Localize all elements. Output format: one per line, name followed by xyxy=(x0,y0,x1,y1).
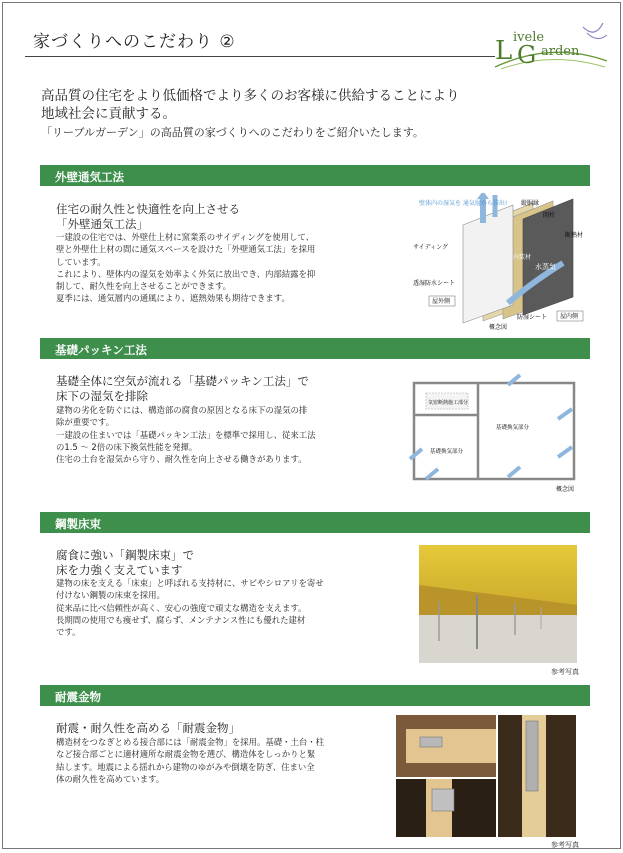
label-siding: サイディング xyxy=(413,244,448,251)
label-stud: 間柱 xyxy=(543,212,556,219)
label-ventilation-2: 基礎換気部分 xyxy=(430,449,464,455)
svg-text:L: L xyxy=(495,36,513,66)
foundation-packing-diagram xyxy=(408,373,588,495)
svg-text:ivele: ivele xyxy=(513,30,545,45)
section-band-label: 外壁通気工法 xyxy=(55,170,124,184)
label-vapor: 水蒸気 xyxy=(535,263,556,271)
diagram-caption: 概念図 xyxy=(556,486,575,493)
label-insulation: 断熱材 xyxy=(565,232,584,239)
section-body: 一建設の住宅では、外壁仕上材に窯業系のサイディングを使用して、 壁と外壁仕上材の間に通気スペースを設けた「外壁通気工法」を採用 しています。 これにより、壁体内の湿気を効率よく外気に放出でき、内部結露を抑 制して、耐久性を向上させることができます。 夏季には、通気層内の通風により、遮熱効果も期待できます。 xyxy=(56,232,316,304)
section-band-label: 耐震金物 xyxy=(55,690,101,704)
intro xyxy=(41,87,601,141)
wall-ventilation-diagram xyxy=(413,193,593,333)
section-band-seismic-hardware xyxy=(40,685,590,706)
title-rule xyxy=(25,56,495,57)
seismic-hardware-photos xyxy=(396,715,576,837)
label-ventilation-1: 基礎換気部分 xyxy=(496,425,530,431)
section-body: 建物の床を支える「床束」と呼ばれる支持材に、サビやシロアリを寄せ 付けない鋼製の床束を採用。 従来品に比べ信頼性が高く、安心の強度で頑丈な構造を支えます。 長期間の使用でも痩せず、腐らず、メンテナンス性にも優れた建材 です。 xyxy=(56,578,324,638)
section-heading: 住宅の耐久性と快適性を向上させる 「外壁通気工法」 xyxy=(56,202,240,231)
intro-line-3: 「リーブルガーデン」の高品質の家づくりへのこだわりをご紹介いたします。 xyxy=(41,126,424,139)
section-heading: 耐震・耐久性を高める「耐震金物」 xyxy=(56,721,240,735)
label-moisture-sheet: 防湿シート xyxy=(517,314,548,321)
label-insulated: 気密断熱施工部分 xyxy=(428,400,469,406)
section-band-foundation-packing xyxy=(40,338,590,359)
label-outside: 屋外側 xyxy=(432,298,451,305)
intro-line-2: 地域社会に貢献する。 xyxy=(41,106,176,122)
logo xyxy=(491,17,609,73)
label-inside: 屋内側 xyxy=(560,313,579,320)
section-band-steel-floor-post xyxy=(40,512,590,533)
diagram-caption: 概念図 xyxy=(489,324,508,331)
section-band-label: 鋼製床束 xyxy=(55,517,101,531)
page-title: 家づくりへのこだわり ② xyxy=(33,32,236,52)
svg-text:arden: arden xyxy=(541,44,580,59)
section-band-wall-ventilation xyxy=(40,165,590,186)
label-furring: 縦胴縁 xyxy=(521,200,540,207)
label-membrane: 透湿防水シート xyxy=(413,280,456,287)
steel-floor-post-photo xyxy=(419,545,577,663)
photo-caption: 参考写真 xyxy=(551,668,579,676)
section-band-label: 基礎パッキン工法 xyxy=(55,343,147,357)
section-body: 構造材をつなぎとめる接合部には「耐震金物」を採用。基礎・土台・柱 など接合部ごとに適材適所な耐震金物を選び、構造体をしっかりと緊 結します。地震による揺れから建物のゆがみや倒壊を防ぎ、住まい全 体の耐久性を高めています。 xyxy=(56,737,324,784)
diagram-note: 壁体内の湿気を 通気層から排出! xyxy=(419,200,508,207)
label-interior: 内装材 xyxy=(513,254,532,261)
section-heading: 腐食に強い「鋼製床束」で 床を力強く支えています xyxy=(56,548,194,577)
page xyxy=(2,2,621,849)
section-heading: 基礎全体に空気が流れる「基礎パッキン工法」で 床下の湿気を排除 xyxy=(56,374,309,403)
svg-text:G: G xyxy=(517,41,537,69)
intro-line-1: 高品質の住宅をより低価格でより多くのお客様に供給することにより xyxy=(41,88,460,104)
photo-caption: 参考写真 xyxy=(551,841,579,849)
section-body: 建物の劣化を防ぐには、構造部の腐食の原因となる床下の湿気の排 除が重要です。 一建設の住まいでは「基礎パッキン工法」を標準で採用し、従来工法 の1.5 〜 2倍の床下換気性能を発揮。 住宅の土台を湿気から守り、耐久性を向上させる働きがあります。 xyxy=(56,405,316,465)
